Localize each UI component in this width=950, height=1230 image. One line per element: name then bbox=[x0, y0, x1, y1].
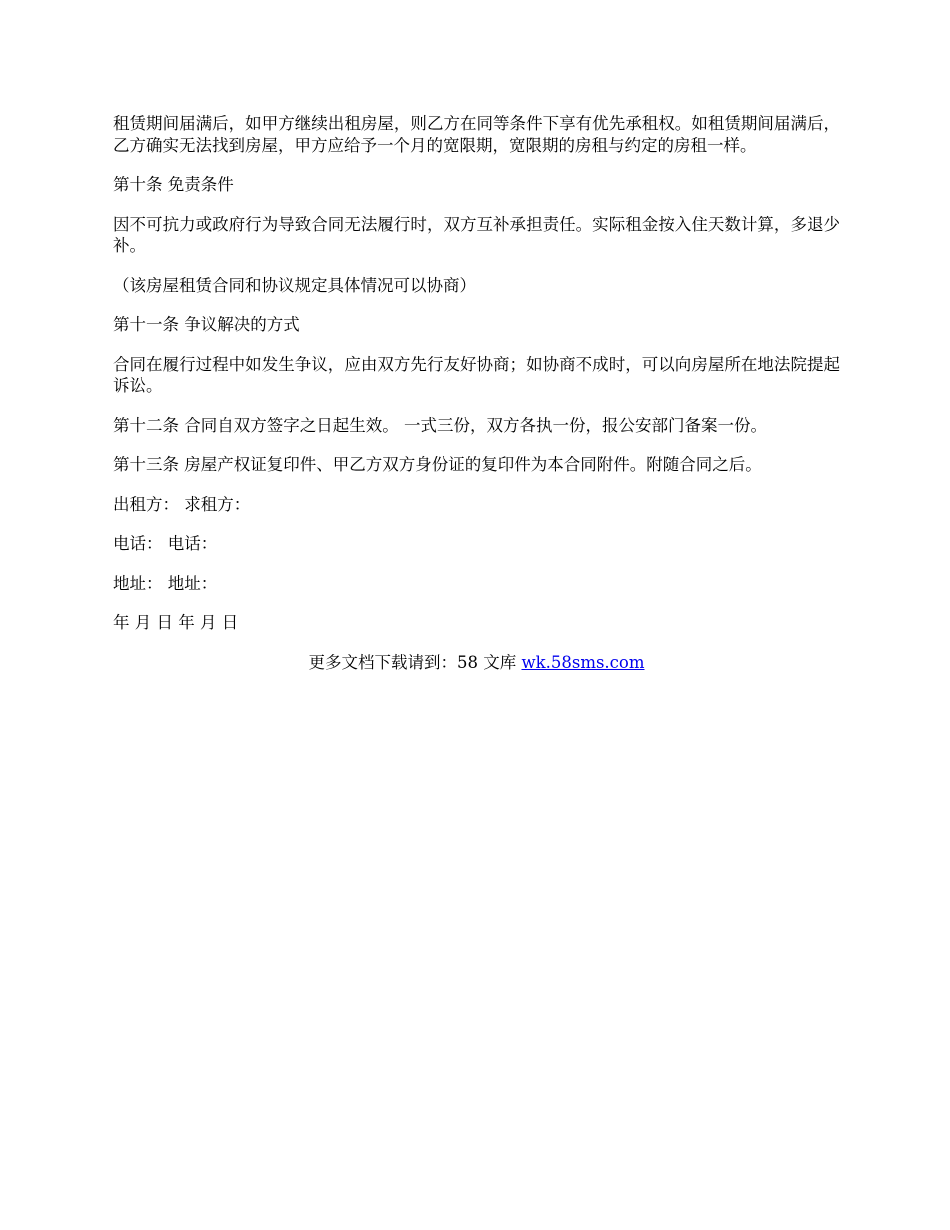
paragraph-article-13: 第十三条 房屋产权证复印件、甲乙方双方身份证的复印件为本合同附件。附随合同之后。 bbox=[113, 455, 762, 474]
signature-address: 地址： 地址： bbox=[113, 573, 218, 593]
footer-text: 更多文档下载请到：58 文库 bbox=[308, 652, 522, 672]
paragraph-dispute-resolution: 合同在履行过程中如发生争议，应由双方先行友好协商；如协商不成时，可以向房屋所在地法院提起诉讼。 bbox=[113, 354, 840, 395]
footer-link[interactable]: wk.58sms.com bbox=[521, 652, 645, 672]
signature-date: 年 月 日 年 月 日 bbox=[113, 613, 239, 632]
paragraph-negotiable-note: （该房屋租赁合同和协议规定具体情况可以协商） bbox=[113, 275, 476, 295]
heading-article-11: 第十一条 争议解决的方式 bbox=[113, 315, 300, 334]
heading-article-10: 第十条 免责条件 bbox=[113, 175, 234, 194]
signature-phone: 电话： 电话： bbox=[113, 534, 218, 553]
download-footer bbox=[113, 652, 840, 674]
document-page bbox=[113, 113, 840, 673]
signature-parties: 出租方： 求租方： bbox=[113, 494, 251, 514]
paragraph-force-majeure: 因不可抗力或政府行为导致合同无法履行时，双方互补承担责任。实际租金按入住天数计算，多退少补。 bbox=[113, 214, 840, 255]
paragraph-article-12: 第十二条 合同自双方签字之日起生效。 一式三份，双方各执一份，报公安部门备案一份。 bbox=[113, 415, 767, 435]
paragraph-lease-renewal: 租赁期间届满后，如甲方继续出租房屋，则乙方在同等条件下享有优先承租权。如租赁期间届满后，乙方确实无法找到房屋，甲方应给予一个月的宽限期，宽限期的房租与约定的房租一样。 bbox=[113, 114, 840, 155]
